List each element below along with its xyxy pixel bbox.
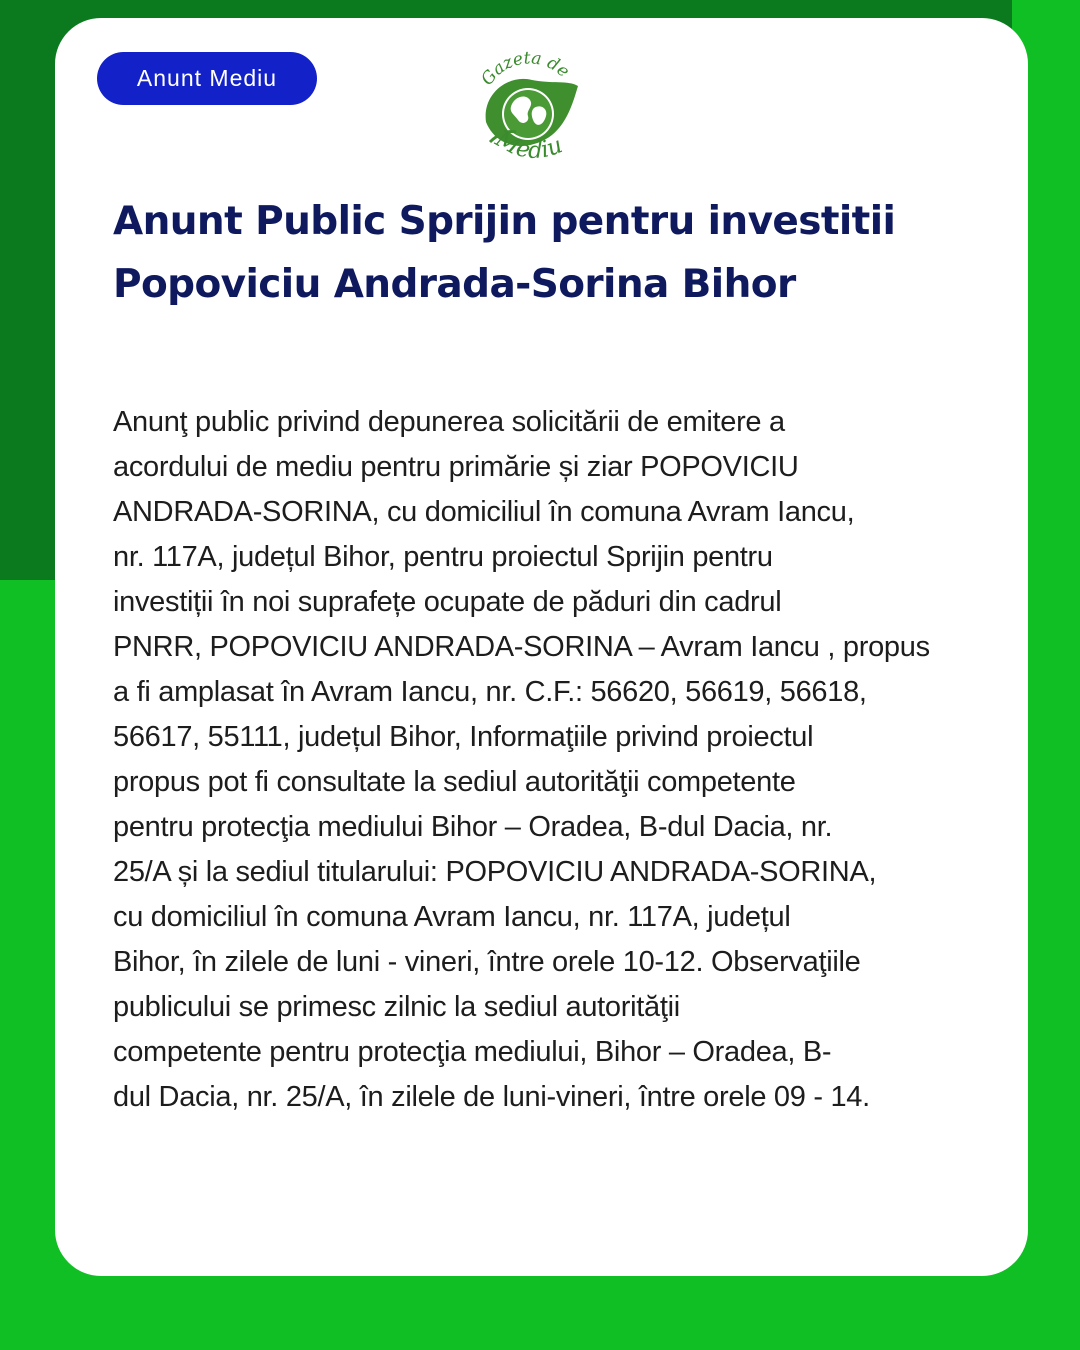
body-line: 25/A și la sediul titularului: POPOVICIU ANDRADA-SORINA, — [113, 856, 877, 888]
body-line: cu domiciliul în comuna Avram Iancu, nr. 117A, județul — [113, 901, 791, 933]
logo-top-text: Gazeta de — [477, 50, 574, 90]
body-line: ANDRADA-SORINA, cu domiciliul în comuna Avram Iancu, — [113, 496, 855, 528]
body-line: Anunţ public privind depunerea solicitării de emitere a — [113, 406, 785, 438]
logo-bottom-text: Mediu — [491, 126, 567, 164]
body-line: pentru protecţia mediului Bihor – Oradea, B-dul Dacia, nr. — [113, 811, 833, 843]
body-line: Bihor, în zilele de luni - vineri, între orele 10-12. Observaţiile — [113, 946, 861, 978]
body-line: PNRR, POPOVICIU ANDRADA-SORINA – Avram Iancu , propus — [113, 631, 930, 663]
body-line: acordului de mediu pentru primărie și ziar POPOVICIU — [113, 451, 799, 483]
category-badge[interactable]: Anunt Mediu — [97, 52, 317, 105]
title-line: Popoviciu Andrada-Sorina Bihor — [113, 262, 796, 307]
body-line: investiții în noi suprafețe ocupate de păduri din cadrul — [113, 586, 782, 618]
body-line: dul Dacia, nr. 25/A, în zilele de luni-vineri, între orele 09 - 14. — [113, 1081, 870, 1113]
body-line: nr. 117A, județul Bihor, pentru proiectul Sprijin pentru — [113, 541, 773, 573]
title-line: Anunt Public Sprijin pentru investitii — [113, 199, 896, 244]
announcement-body — [113, 400, 993, 1120]
body-line: competente pentru protecţia mediului, Bihor – Oradea, B- — [113, 1036, 832, 1068]
body-line: publicului se primesc zilnic la sediul autorităţii — [113, 991, 680, 1023]
body-line: propus pot fi consultate la sediul autorităţii competente — [113, 766, 796, 798]
body-line: a fi amplasat în Avram Iancu, nr. C.F.: 56620, 56619, 56618, — [113, 676, 867, 708]
gazeta-de-mediu-logo — [468, 50, 588, 175]
body-line: 56617, 55111, județul Bihor, Informaţiile privind proiectul — [113, 721, 814, 753]
announcement-title — [113, 190, 993, 316]
